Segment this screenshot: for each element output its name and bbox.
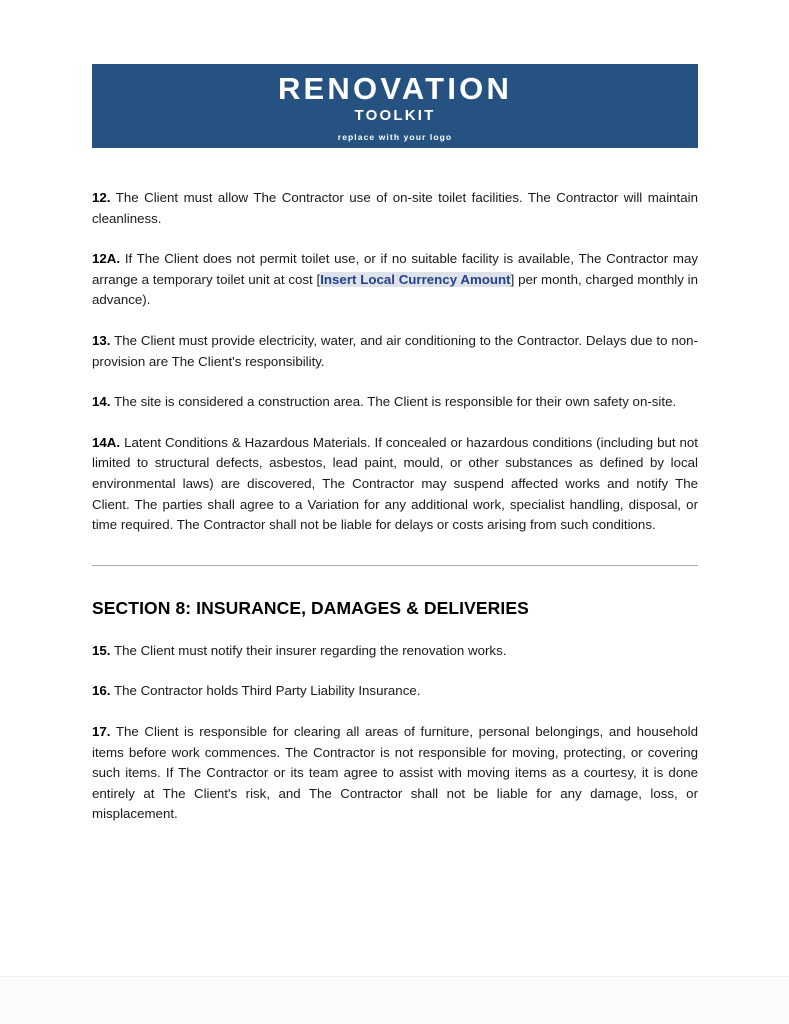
currency-amount-placeholder-field[interactable]: Insert Local Currency Amount — [320, 271, 511, 287]
clause-number: 12A. — [92, 251, 121, 267]
clause-text: Latent Conditions & Hazardous Materials. If concealed or hazardous conditions (including but not limited to structural defects, asbestos, lead paint, mould, or other substances as defined by local environmental laws) are discovered, The Contractor may suspend affected works and notify The Client. The parties shall agree to a Variation for any additional work, specialist handling, disposal, or time required. The Contractor shall not be liable for delays or costs arising from such conditions. — [92, 434, 699, 533]
clause-number: 15. — [92, 642, 111, 658]
brand-subtitle: TOOLKIT — [354, 106, 436, 124]
brand-tagline: replace with your logo — [337, 131, 453, 142]
clause-text: The Client must notify their insurer regarding the renovation works. — [113, 642, 507, 658]
clause-14 — [92, 392, 698, 413]
clause-number: 14. — [92, 394, 111, 410]
clause-12a — [92, 249, 698, 311]
clause-text-after-placeholder: ] per month, charged monthly in advance). — [92, 271, 698, 308]
section-heading: SECTION 8: INSURANCE, DAMAGES & DELIVERIES — [92, 597, 529, 618]
clause-15 — [92, 641, 698, 662]
clause-number: 14A. — [92, 434, 121, 450]
clause-text: The Client is responsible for clearing all areas of furniture, personal belongings, and household items before work commences. The Contractor is not responsible for moving, protecting, or covering such items. If The Contractor or its team agree to assist with moving items as a courtesy, it is done entirely at The Client's risk, and The Contractor shall not be liable for any damage, loss, or misplacement. — [92, 723, 698, 822]
clause-number: 17. — [92, 723, 111, 739]
brand-title: RENOVATION — [277, 71, 513, 107]
section-divider — [92, 565, 698, 566]
clause-16 — [92, 681, 698, 702]
clause-number: 12. — [92, 190, 111, 205]
clause-text: The Client must allow The Contractor use of on-site toilet facilities. The Contractor will maintain cleanliness. — [92, 190, 698, 226]
letterhead-banner — [92, 64, 698, 148]
clause-text-before-placeholder: If The Client does not permit toilet use, or if no suitable facility is available, The Contractor may arrange a temporary toilet unit at cost [ — [92, 251, 699, 287]
clause-text: The site is considered a construction area. The Client is responsible for their own safety on-site. — [113, 394, 677, 410]
document-body — [92, 188, 698, 825]
page-gutter — [0, 976, 789, 1024]
clause-number: 13. — [92, 332, 111, 348]
clause-14a — [92, 433, 698, 536]
clause-number: 16. — [92, 683, 111, 699]
clause-13 — [92, 331, 698, 372]
clause-17 — [92, 722, 698, 825]
clause-12 — [92, 188, 698, 229]
clause-text: The Client must provide electricity, water, and air conditioning to the Contractor. Delays due to non-provision are The Client's responsibility. — [92, 332, 698, 369]
clause-text: The Contractor holds Third Party Liability Insurance. — [113, 683, 421, 699]
